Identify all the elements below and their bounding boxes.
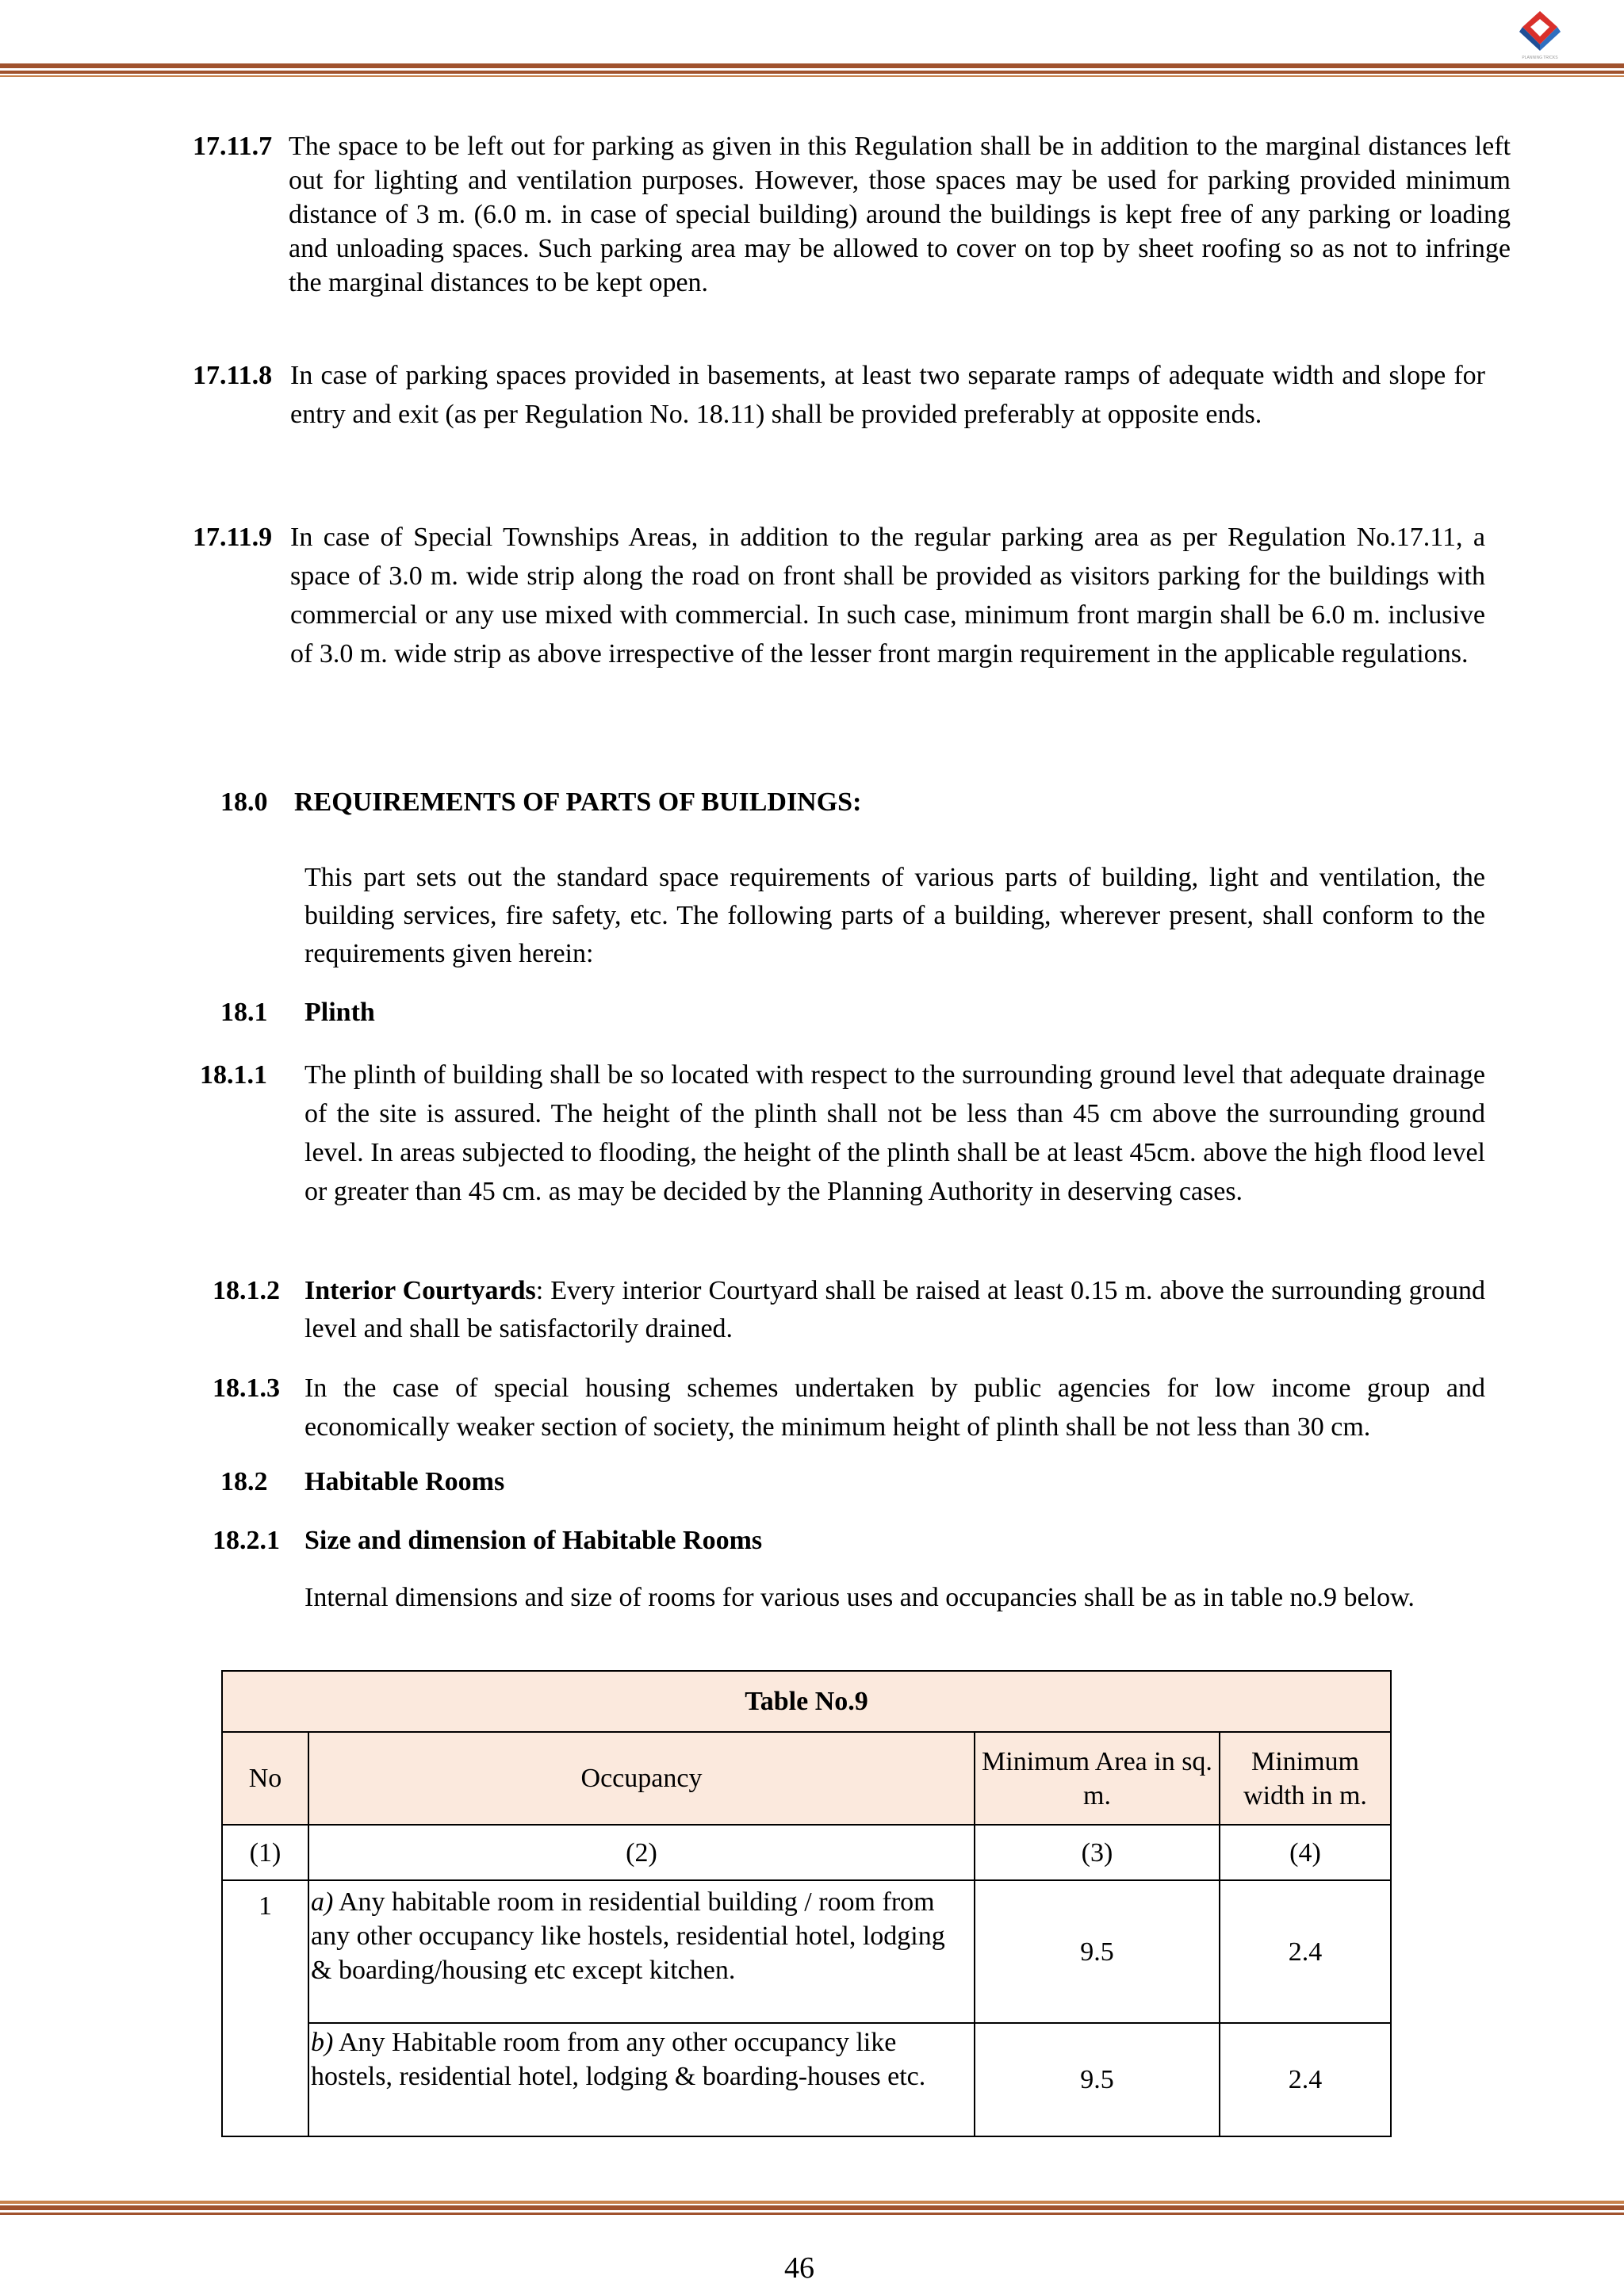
paragraph: Internal dimensions and size of rooms for various uses and occupancies shall be as in table no.9 below. [304, 1583, 1415, 1612]
section-text [304, 859, 1485, 973]
section-number: 18.2 [220, 1467, 268, 1496]
logo-caption: PLANNING TRICKS [1522, 56, 1558, 60]
section-title: Size and dimension of Habitable Rooms [304, 1526, 763, 1555]
paragraph: The space to be left out for parking as given in this Regulation shall be in addition to the marginal distances left out for lighting and ventilation purposes. However, those spaces may be used for parking provided minimum distance of 3 m. (6.0 m. in case of special building) around the buildings is kept free of any parking or loading and unloading spaces. Such parking area may be allowed to cover on top by sheet roofing so as not to infringe the marginal distances to be kept open. [289, 132, 1511, 297]
section-heading-18-0 [220, 787, 268, 818]
occupancy-text: Any Habitable room from any other occupancy like hostels, residential hotel, lodging & boarding-houses etc. [311, 2028, 926, 2091]
section-number: 18.1.3 [213, 1374, 280, 1403]
table-row [222, 1880, 1391, 2023]
courtyard-lead: Interior Courtyards [304, 1276, 536, 1305]
section-heading-18-2-1 [213, 1526, 280, 1556]
index-cell: (4) [1220, 1825, 1391, 1880]
section-title: Plinth [304, 998, 375, 1027]
section-text [304, 1272, 1485, 1348]
section-title-18-0 [294, 787, 861, 818]
occupancy-text: Any habitable room in residential building / room from any other occupancy like hostels, residential hotel, lodging [311, 1887, 945, 1951]
section-number: 17.11.9 [193, 523, 273, 552]
width-cell: 2.4 [1220, 2023, 1391, 2136]
section-number: 18.2.1 [213, 1526, 280, 1555]
area-cell: 9.5 [975, 1880, 1220, 2023]
item-label: a) [311, 1887, 334, 1917]
section-text [290, 518, 1485, 673]
header-rule [0, 71, 1624, 74]
section-title-18-2 [304, 1467, 504, 1497]
paragraph: This part sets out the standard space requirements of various parts of building, light and ventilation, the building services, fire safety, etc. The following parts of a building, wherever present, shall conform to the requirements given herein: [304, 863, 1485, 968]
occupancy-text: & boarding/housing etc except kitchen. [311, 1956, 736, 1985]
section-text [289, 129, 1511, 300]
table-caption: Table No.9 [222, 1671, 1391, 1732]
section-number: 18.1 [220, 998, 268, 1027]
header-rule [0, 63, 1624, 68]
paragraph: In the case of special housing schemes undertaken by public agencies for low income group and economically weaker section of society, the minimum height of plinth shall be not less than 30 cm. [304, 1374, 1485, 1442]
column-header: Minimum width in m. [1220, 1732, 1391, 1825]
section-text [304, 1579, 1485, 1617]
area-cell: 9.5 [975, 2023, 1220, 2136]
section-number: 18.1.1 [200, 1060, 267, 1090]
occupancy-cell [308, 2023, 975, 2136]
section-title: Habitable Rooms [304, 1467, 505, 1496]
paragraph: The plinth of building shall be so located with respect to the surrounding ground level that adequate drainage of the site is assured. The height of the plinth shall not be less than 45 cm above the surrounding ground level. In areas subjected to flooding, the height of the plinth shall be at least 45cm. above the high flood level or greater than 45 cm. as may be decided by the Planning Authority in deserving cases. [304, 1060, 1485, 1206]
header-rule [0, 75, 1624, 77]
section-heading-18-1 [220, 998, 268, 1028]
section-number: 17.11.7 [193, 132, 273, 161]
table-9 [221, 1670, 1392, 2137]
footer-rule [0, 2201, 1624, 2204]
section-text [304, 1056, 1485, 1211]
paragraph: In case of Special Townships Areas, in addition to the regular parking area as per Regulation No.17.11, a space of 3.0 m. wide strip along the road on front shall be provided as visitors parking for the buildings with commercial or any use mixed with commercial. In such case, minimum front margin shall be 6.0 m. inclusive of 3.0 m. wide strip as above irrespective of the lesser front margin requirement in the applicable regulations. [290, 523, 1485, 669]
column-header: No [222, 1732, 308, 1825]
section-number: 18.0 [220, 787, 268, 817]
section-text [304, 1369, 1485, 1446]
width-cell: 2.4 [1220, 1880, 1391, 2023]
page-number: 46 [784, 2251, 814, 2285]
index-cell: (2) [308, 1825, 975, 1880]
footer-rule [0, 2205, 1624, 2210]
paragraph: In case of parking spaces provided in basements, at least two separate ramps of adequate width and slope for entry and exit (as per Regulation No. 18.11) shall be provided preferably at opposite ends. [290, 361, 1485, 429]
section-title-18-2-1 [304, 1526, 762, 1556]
paragraph: : Every interior Courtyard shall be raised at least 0.15 m. above the surrounding ground level and shall be satisfactorily drained. [304, 1276, 1485, 1343]
item-label: b) [311, 2028, 334, 2057]
table-row [222, 2023, 1391, 2136]
section-heading-18-2 [220, 1467, 268, 1497]
section-number: 18.1.2 [213, 1276, 280, 1305]
occupancy-cell [308, 1880, 975, 2023]
column-header: Occupancy [308, 1732, 975, 1825]
index-cell: (3) [975, 1825, 1220, 1880]
section-text [290, 356, 1485, 434]
planning-logo-icon [1516, 8, 1564, 62]
section-title-18-1 [304, 998, 375, 1028]
section-title: REQUIREMENTS OF PARTS OF BUILDINGS: [294, 787, 862, 817]
column-header: Minimum Area in sq. m. [975, 1732, 1220, 1825]
footer-rule [0, 2213, 1624, 2215]
section-number: 17.11.8 [193, 361, 273, 390]
index-cell: (1) [222, 1825, 308, 1880]
row-number: 1 [222, 1880, 308, 2136]
